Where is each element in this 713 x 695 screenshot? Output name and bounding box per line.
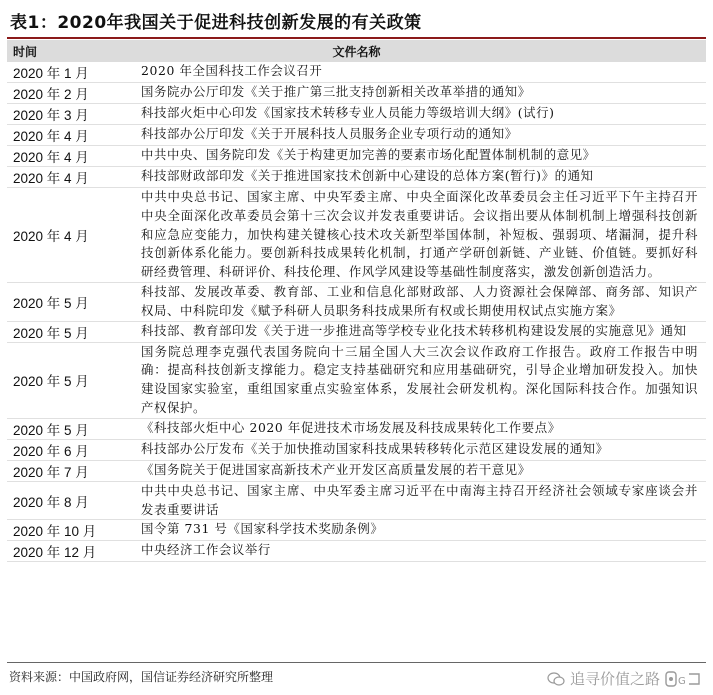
table-row [7,283,706,322]
table-header [7,40,706,62]
gelonghui-logo [665,670,701,688]
row-date: 2020 年 4 月 [13,150,89,165]
table-title: 表1：2020年我国关于促进科技创新发展的有关政策 [10,13,422,33]
row-document: 中共中央总书记、国家主席、中央军委主席、中央全面深化改革委员会主任习近平下午主持召开中央全面深化改革委员会第十三次会议并发表重要讲话。会议指出要从体制机制上增强科技创新和应急应变能力，加快构建关键核心技术攻关新型举国体制，补短板、强弱项、堵漏洞，提升科技创新体系化能力。要创新科技成果转化机制，打通产学研创新链、产业链、价值链。要抓好科研经费管理、科研评价、科技伦理、作风学风建设等基础性制度落实，激发创新创造活力。 [141,189,698,280]
row-document: 科技部办公厅印发《关于开展科技人员服务企业专项行动的通知》 [141,126,518,141]
row-document: 中共中央总书记、国家主席、中央军委主席习近平在中南海主持召开经济社会领域专家座谈会并发表重要讲话 [141,482,698,517]
row-date: 2020 年 5 月 [13,374,89,390]
row-document: 国务院总理李克强代表国务院向十三届全国人大三次会议作政府工作报告。政府工作报告中明确：提高科技创新支撑能力。稳定支持基础研究和应用基础研究，引导企业增加研发投入。加快建设国家实验室，重组国家重点实验室体系，发展社会研发机构。深化国际科技合作。加强知识产权保护。 [141,343,698,415]
table-row [7,541,706,562]
table-row [7,62,706,83]
row-date: 2020 年 6 月 [13,443,89,459]
table-row [7,104,706,125]
table-row [7,520,706,541]
source-note: 资料来源：中国政府网，国信证券经济研究所整理 [9,670,274,684]
table-body [7,62,706,562]
table-bottom-rule [7,662,706,663]
row-date: 2020 年 8 月 [13,494,89,510]
column-header-document: 文件名称 [332,45,381,59]
row-date: 2020 年 1 月 [13,66,89,81]
row-document: 科技部财政部印发《关于推进国家技术创新中心建设的总体方案(暂行)》的通知 [141,168,594,183]
row-date: 2020 年 5 月 [13,325,89,341]
row-date: 2020 年 4 月 [13,228,89,244]
row-document: 科技部、发展改革委、教育部、工业和信息化部财政部、人力资源社会保障部、商务部、知识产权局、中科院印发《赋予科研人员职务科技成果所有权或长期使用权试点实施方案》 [141,283,698,318]
table-row [7,83,706,104]
row-date: 2020 年 7 月 [13,464,89,480]
row-document: 中共中央、国务院印发《关于构建更加完善的要素市场化配置体制机制的意见》 [141,147,596,162]
row-document: 国务院办公厅印发《关于推广第三批支持创新相关改革举措的通知》 [141,84,531,99]
column-header-time: 时间 [13,45,38,59]
row-document: 中央经济工作会议举行 [141,542,271,558]
table-row [7,440,706,461]
watermark [547,668,701,689]
table-row [7,167,706,188]
table-row [7,343,706,419]
wechat-icon [547,672,565,686]
watermark-text: 追寻价值之路 [569,670,660,688]
row-date: 2020 年 12 月 [13,545,97,561]
row-date: 2020 年 4 月 [13,129,89,144]
row-date: 2020 年 5 月 [13,295,89,311]
row-document: 科技部办公厅发布《关于加快推动国家科技成果转移转化示范区建设发展的通知》 [141,440,609,456]
row-document: 国令第 731 号《国家科学技术奖励条例》 [141,521,384,537]
row-date: 2020 年 10 月 [13,524,97,540]
svg-text:G: G [678,675,686,687]
row-document: 科技部火炬中心印发《国家技术转移专业人员能力等级培训大纲》(试行) [141,105,555,120]
table-row [7,461,706,482]
row-document: 科技部、教育部印发《关于进一步推进高等学校专业化技术转移机构建设发展的实施意见》通知 [141,322,687,338]
row-document: 2020 年全国科技工作会议召开 [141,63,323,78]
row-date: 2020 年 2 月 [13,87,89,102]
table-row [7,146,706,167]
table-row [7,482,706,521]
table-row [7,419,706,440]
title-rule [7,37,706,39]
table-row [7,188,706,283]
row-document: 《科技部火炬中心 2020 年促进技术市场发展及科技成果转化工作要点》 [141,419,561,435]
row-date: 2020 年 3 月 [13,108,89,123]
row-date: 2020 年 4 月 [13,171,89,186]
table-row [7,322,706,343]
table-row [7,125,706,146]
row-document: 《国务院关于促进国家高新技术产业开发区高质量发展的若干意见》 [141,461,531,477]
row-date: 2020 年 5 月 [13,422,89,438]
